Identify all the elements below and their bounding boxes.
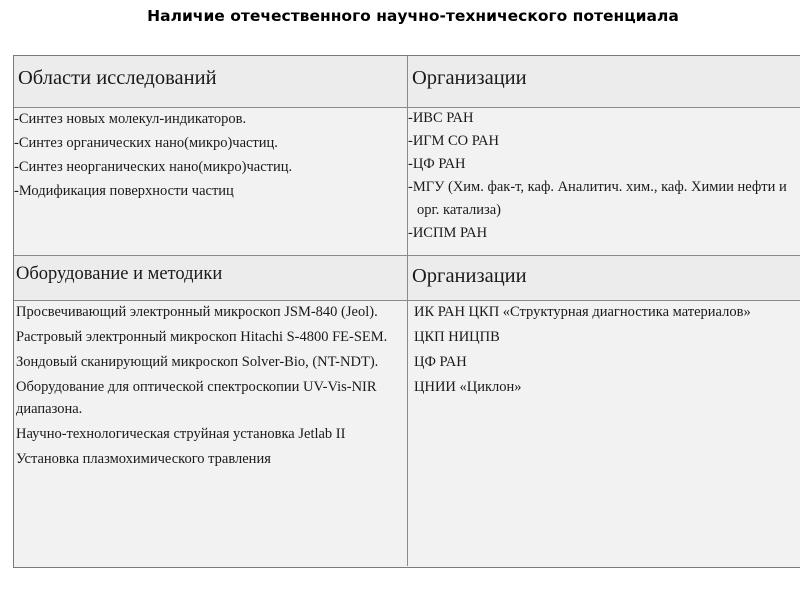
organizations-list-1 <box>408 107 788 245</box>
list-item: Растровый электронный микроскоп Hitachi S-4800 FE-SEM. <box>16 329 388 345</box>
list-item: Зондовый сканирующий микроскоп Solver-Bio, (NT-NDT). <box>16 354 379 370</box>
list-item: Просвечивающий электронный микроскоп JSM-840 (Jeol). <box>16 304 378 320</box>
header-research-areas: Области исследований <box>18 67 217 89</box>
list-item: -Синтез новых молекул-индикаторов. <box>14 111 247 127</box>
list-item: -Синтез органических нано(микро)частиц. <box>14 135 278 151</box>
list-item: ИК РАН ЦКП «Структурная диагностика материалов» <box>414 304 751 320</box>
list-item: ЦНИИ «Циклон» <box>414 379 522 395</box>
list-item: Установка плазмохимического травления <box>16 451 271 467</box>
list-item: -Модификация поверхности частиц <box>14 183 234 199</box>
research-areas-list <box>14 107 402 203</box>
list-item: Оборудование для оптической спектроскопии UV-Vis-NIR диапазона. <box>16 379 377 417</box>
list-item: Научно-технологическая струйная установка Jetlab II <box>16 426 346 442</box>
list-item: ЦКП НИЦПВ <box>414 329 500 345</box>
list-item: -ИГМ СО РАН <box>408 133 499 149</box>
potential-table <box>13 55 800 568</box>
list-item: -ЦФ РАН <box>408 156 466 172</box>
page-title: Наличие отечественного научно-технического потенциала <box>147 7 679 25</box>
list-item: ЦФ РАН <box>414 354 467 370</box>
list-item: -ИСПМ РАН <box>408 225 488 241</box>
list-item: -МГУ (Хим. фак-т, каф. Аналитич. хим., каф. Химии нефти и орг. катализа) <box>408 179 787 218</box>
organizations-list-2 <box>414 301 786 401</box>
list-item: -Синтез неорганических нано(микро)частиц. <box>14 159 293 175</box>
header-organizations-2: Организации <box>412 265 527 287</box>
header-organizations: Организации <box>412 67 527 89</box>
equipment-list <box>16 301 406 473</box>
list-item: -ИВС РАН <box>408 110 474 126</box>
header-equipment: Оборудование и методики <box>16 264 223 284</box>
